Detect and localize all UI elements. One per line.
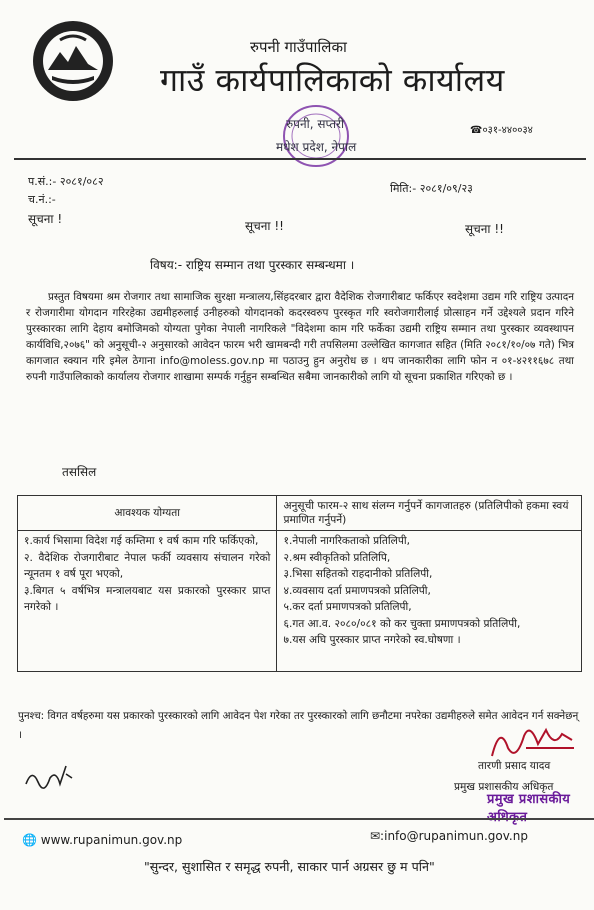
municipality-motto: "सुन्दर, सुशासित र समृद्ध रुपनी, साकार पार्न अग्रसर छु म पनि" bbox=[144, 859, 435, 874]
phone-number: ☎०३१-४४००३४ bbox=[470, 125, 533, 136]
office-title: गाउँ कार्यपालिकाको कार्यालय bbox=[160, 61, 505, 99]
signatory-title: प्रमुख प्रशासकीय अधिकृत bbox=[454, 781, 554, 793]
notice-label-2: सूचना !! bbox=[245, 219, 284, 233]
email-link[interactable] bbox=[370, 829, 528, 843]
qualification-column-header: आवश्यक योग्यता bbox=[18, 496, 277, 531]
signatory-name: तारणी प्रसाद यादव bbox=[478, 760, 551, 772]
list-item: ३.बिगत ५ वर्षभित्र मन्त्रालयबाट यस प्रकारको पुरस्कार प्राप्त नगरेको । bbox=[24, 584, 271, 613]
office-name: रुपनी गाउँपालिका bbox=[250, 38, 347, 56]
list-item: २. वैदेशिक रोजगारीबाट नेपाल फर्की व्यवसाय संचालन गरेको न्यूनतम १ वर्ष पूरा भएको, bbox=[24, 551, 271, 580]
requirements-table bbox=[17, 495, 582, 672]
qualifications-cell bbox=[18, 531, 277, 672]
footer-divider bbox=[4, 818, 594, 820]
notice-body: प्रस्तुत विषयमा श्रम रोजगार तथा सामाजिक सुरक्षा मन्त्रालय,सिंहदरबार द्वारा वैदेशिक रोजगारीबाट फर्किएर स्वदेशमा उद्यम गरि राष्ट्रिय उत्पादन र रोजगारीमा योगदान गरिरहेका उद्यमीहरुलाई उनीहरुको योगदानको कदरस्वरुप पुरस्कृत गरि स्वरोजगारीलाई प्रोत्साहन गर्ने उद्देश्यले प्रदान गरिने पुरस्कारका लागि देहाय बमोजिमको योग्यता पुगेका नेपाली नागरिकले "विदेशमा काम गरि फर्केका उद्यमी राष्ट्रिय सम्मान तथा पुरस्कार व्यवस्थापन कार्यविधि,२०७६" को अनुसूची-२ अनुसारको आवेदन फारम भरी खामबन्दी गरी तपसिलमा उल्लेखित कागजात सहित (मिति २०८१/१०/०७ गते) भित्र कागजात स्क्यान गरि इमेल ठेगाना info@moless.gov.np मा पठाउनु हुन अनुरोध छ । थप जानकारीका लागि फोन न ०१-४२११६७८ तथा रुपनी गाउँपालिकाको कार्यालय रोजगार शाखामा सम्पर्क गर्नुहुन सम्बन्धित सबैमा जानकारीको लागि यो सूचना प्रकाशित गरिएको छ । bbox=[26, 291, 574, 383]
postscript-note: पुनश्च: विगत वर्षहरुमा यस प्रकारको पुरस्कारको लागि आवेदन पेश गरेका तर पुरस्कारको लागि छनौटमा नपरेका उद्यमीहरुले समेत आवेदन गर्न सक्नेछन् । bbox=[18, 710, 579, 741]
list-item: २.श्रम स्वीकृतिको प्रतिलिपि, bbox=[283, 551, 391, 564]
address-line-1: रुपनी, सप्तरी bbox=[286, 117, 345, 131]
list-item: ५.कर दर्ता प्रमाणपत्रको प्रतिलिपी, bbox=[283, 601, 412, 613]
initials-signature bbox=[22, 760, 74, 794]
website-url: www.rupanimun.gov.np bbox=[40, 833, 183, 847]
table-row bbox=[18, 531, 582, 672]
header-divider bbox=[14, 158, 586, 160]
letter-date: मिति:- २०८१/०९/२३ bbox=[390, 182, 473, 195]
subject-line: विषय:- राष्ट्रिय सम्मान तथा पुरस्कार सम्बन्धमा । bbox=[150, 258, 355, 272]
notice-label-3: सूचना !! bbox=[465, 222, 504, 236]
notice-label-1: सूचना ! bbox=[28, 212, 63, 226]
list-item: १.कार्य भिसामा विदेश गई कम्तिमा १ वर्ष काम गरि फर्किएको, bbox=[24, 535, 259, 547]
documents-cell bbox=[277, 531, 582, 672]
list-item: ७.यस अघि पुरस्कार प्राप्त नगरेको स्व.घोषणा । bbox=[283, 634, 461, 646]
mail-icon: ✉: bbox=[370, 829, 385, 843]
officer-seal: प्रमुख प्रशासकीय अधिकृत bbox=[487, 792, 571, 825]
email-address: info@rupanimun.gov.np bbox=[384, 829, 528, 843]
table-header-row bbox=[18, 496, 582, 531]
list-item: ४.व्यवसाय दर्ता प्रमाणपत्रको प्रतिलिपी, bbox=[283, 584, 431, 597]
nepal-emblem-icon bbox=[30, 18, 116, 104]
list-item: ६.गत आ.व. २०८०/०८१ को कर चुक्ता प्रमाणपत्रको प्रतिलिपी, bbox=[283, 617, 521, 630]
globe-icon: 🌐 bbox=[22, 833, 37, 847]
officer-signature bbox=[486, 718, 578, 764]
address-line-2: मधेश प्रदेश, नेपाल bbox=[276, 140, 357, 154]
website-link[interactable] bbox=[22, 833, 182, 847]
list-item: १.नेपाली नागरिकताको प्रतिलिपी, bbox=[283, 535, 410, 547]
list-item: ३.भिसा सहितको राहदानीको प्रतिलिपी, bbox=[283, 568, 433, 580]
details-heading: तससिल bbox=[62, 465, 97, 479]
letter-number: प.सं.:- २०८१/०८२ bbox=[28, 175, 104, 188]
documents-column-header: अनुसूची फारम-२ साथ संलग्न गर्नुपर्ने कागजातहरु (प्रतिलिपीको हकमा स्वयं प्रमाणित गर्नुपर्ने) bbox=[277, 496, 582, 531]
dispatch-number: च.नं.:- bbox=[28, 193, 56, 206]
